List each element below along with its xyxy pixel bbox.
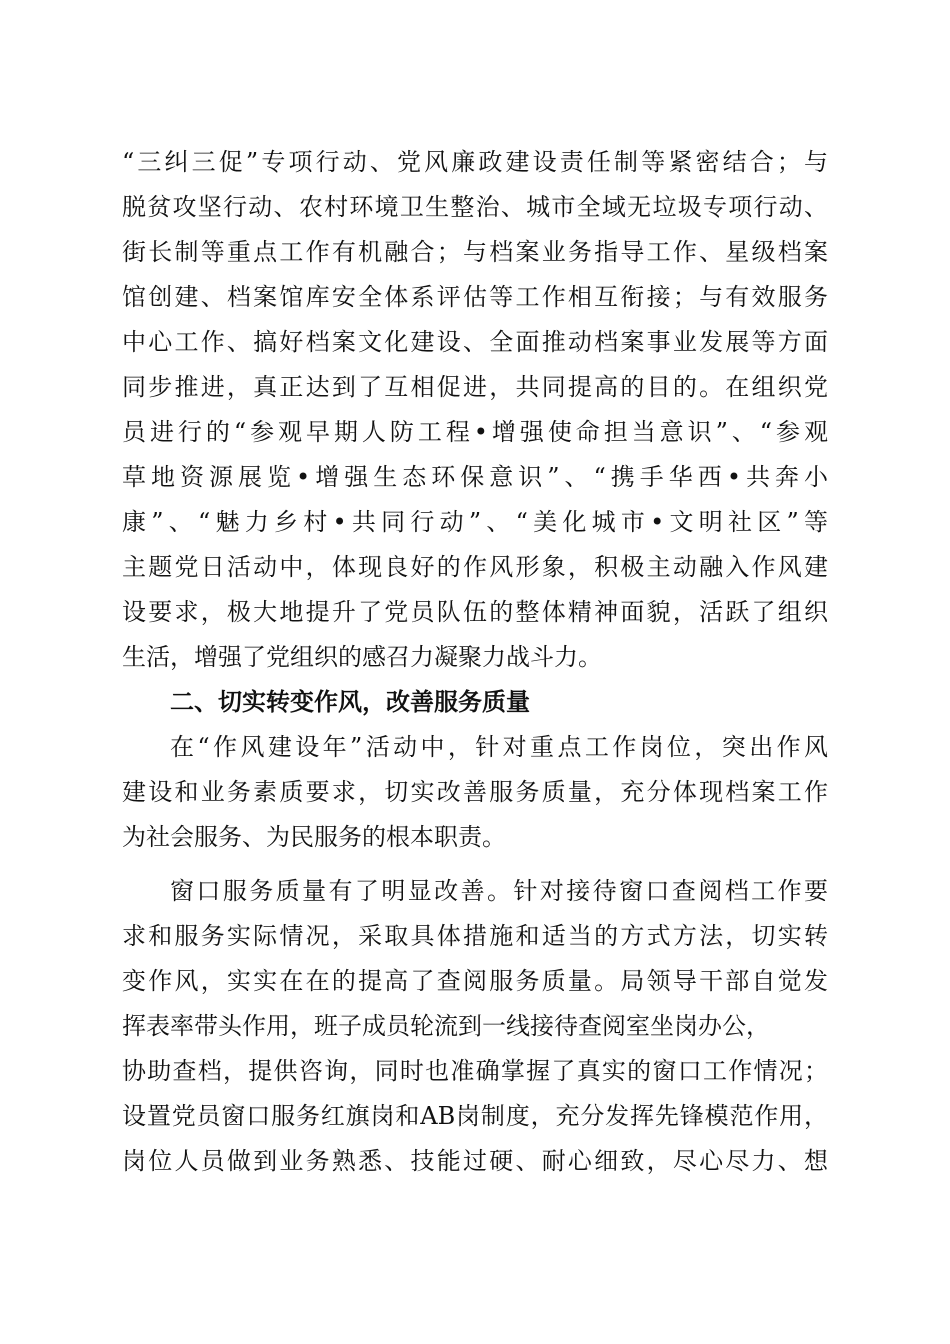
para1-line-2: 脱贫攻坚行动、农村环境卫生整治、城市全域无垃圾专项行动、 xyxy=(122,193,828,221)
para2-line-1: 在“作风建设年”活动中，针对重点工作岗位，突出作风 xyxy=(170,733,828,761)
document-body xyxy=(122,140,828,1184)
para2-line-3: 为社会服务、为民服务的根本职责。 xyxy=(122,823,506,851)
para1-line-10: 主题党日活动中，体现良好的作风形象，积极主动融入作风建 xyxy=(122,553,828,581)
para3-line-2: 求和服务实际情况，采取具体措施和适当的方式方法，切实转 xyxy=(122,922,828,950)
section-heading: 二、切实转变作风，改善服务质量 xyxy=(170,688,530,716)
para3-line-1: 窗口服务质量有了明显改善。针对接待窗口查阅档工作要 xyxy=(170,877,828,905)
para1-line-7: 员进行的“参观早期人防工程•增强使命担当意识”、“参观 xyxy=(122,418,828,446)
para1-line-6: 同步推进，真正达到了互相促进，共同提高的目的。在组织党 xyxy=(122,373,828,401)
para1-line-8: 草地资源展览•增强生态环保意识”、“携手华西•共奔小 xyxy=(122,463,828,491)
para3-line-7: 岗位人员做到业务熟悉、技能过硬、耐心细致，尽心尽力、想 xyxy=(122,1147,828,1175)
para1-line-5: 中心工作、搞好档案文化建设、全面推动档案事业发展等方面 xyxy=(122,328,828,356)
para3-line-6: 设置党员窗口服务红旗岗和AB岗制度，充分发挥先锋模范作用， xyxy=(122,1102,828,1130)
para3-line-5: 协助查档，提供咨询，同时也准确掌握了真实的窗口工作情况； xyxy=(122,1057,828,1085)
para2-line-2: 建设和业务素质要求，切实改善服务质量，充分体现档案工作 xyxy=(122,778,828,806)
para1-line-12: 生活，增强了党组织的感召力凝聚力战斗力。 xyxy=(122,643,602,671)
para1-line-1: “三纠三促”专项行动、党风廉政建设责任制等紧密结合；与 xyxy=(122,148,828,176)
para1-line-11: 设要求，极大地提升了党员队伍的整体精神面貌，活跃了组织 xyxy=(122,598,828,626)
para3-line-3: 变作风，实实在在的提高了查阅服务质量。局领导干部自觉发 xyxy=(122,967,828,995)
paragraph-gap xyxy=(122,860,828,869)
para1-line-9: 康”、“魅力乡村•共同行动”、“美化城市•文明社区”等 xyxy=(122,508,828,536)
para3-line-4: 挥表率带头作用，班子成员轮流到一线接待查阅室坐岗办公， xyxy=(122,1012,770,1040)
para1-line-3: 街长制等重点工作有机融合；与档案业务指导工作、星级档案 xyxy=(122,238,828,266)
para1-line-4: 馆创建、档案馆库安全体系评估等工作相互衔接；与有效服务 xyxy=(122,283,828,311)
